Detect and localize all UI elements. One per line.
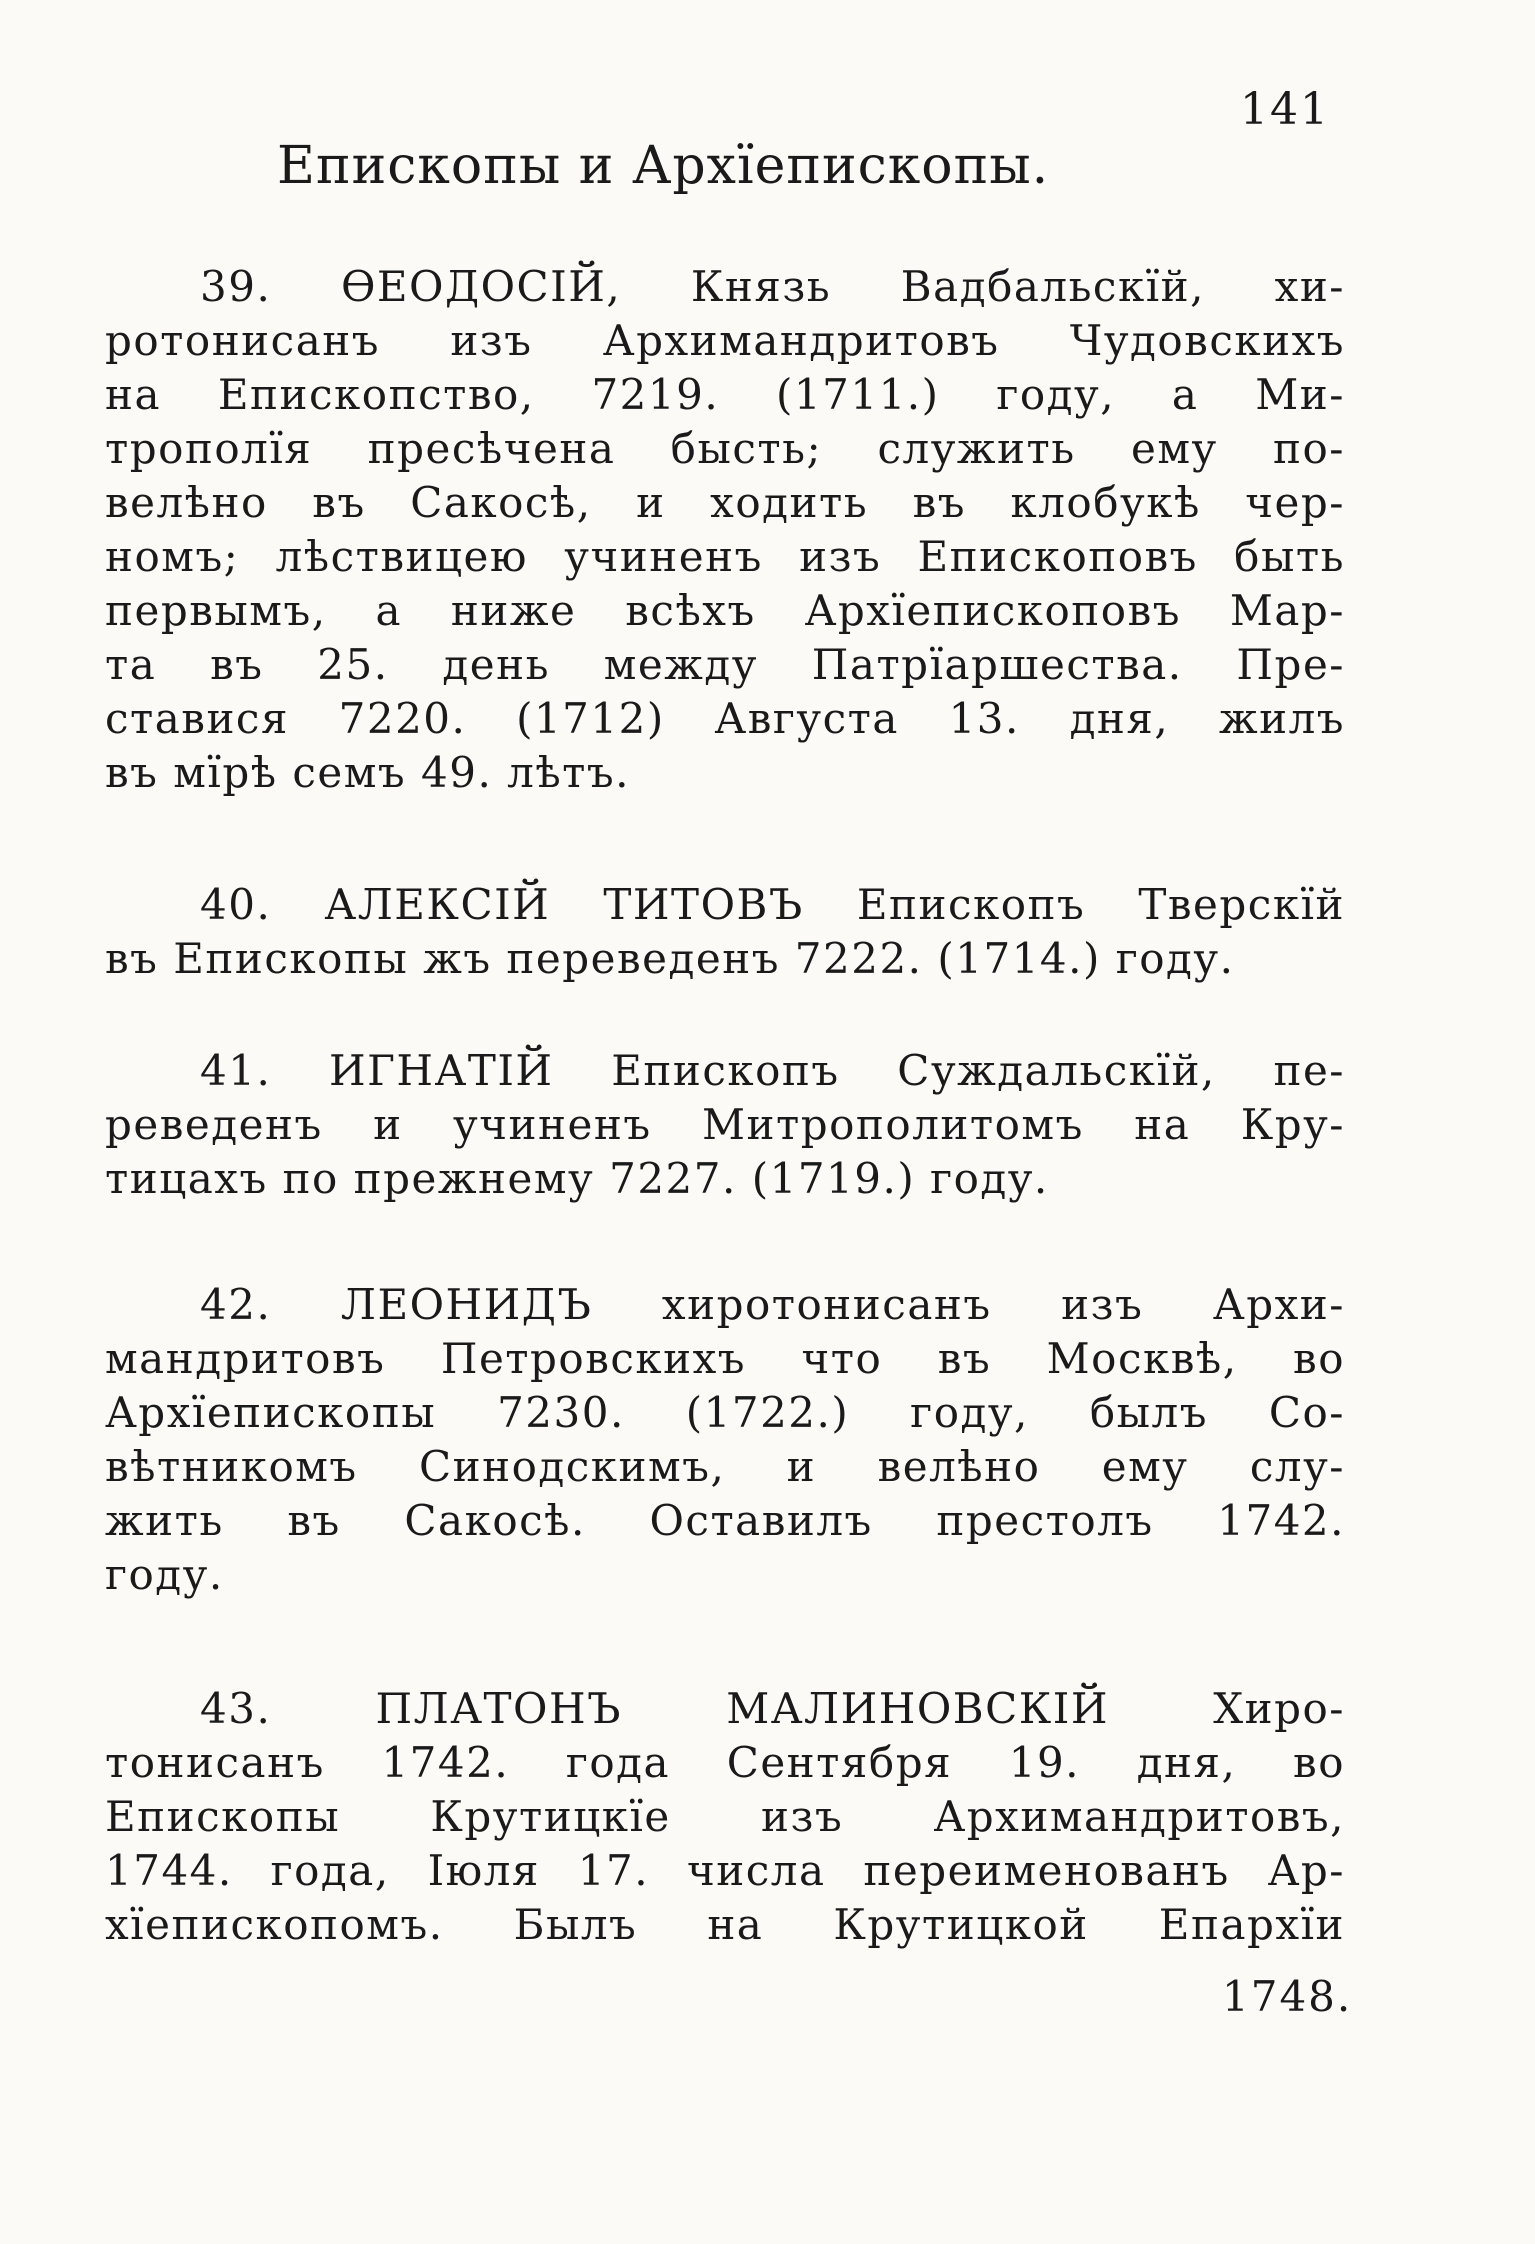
entry-line: вѣтникомъ Синодскимъ, и велѣно ему слу- <box>105 1442 1345 1491</box>
entry-line: въ Епископы жъ переведенъ 7222. (1714.) году. <box>105 934 1235 983</box>
entry-40 <box>105 878 1345 986</box>
entry-line: первымъ, а ниже всѣхъ Архїепископовъ Мар- <box>105 586 1345 635</box>
entry-line: 43. ПЛАТОНЪ МАЛИНОВСКІЙ Хиро- <box>200 1684 1345 1733</box>
entry-line: Архїепископы 7230. (1722.) году, былъ Со- <box>105 1388 1345 1437</box>
entry-39 <box>105 260 1345 800</box>
entry-42 <box>105 1278 1345 1602</box>
entry-line: 1744. года, Іюля 17. числа переименованъ Ар- <box>105 1846 1345 1895</box>
entry-line: Епископы Крутицкїе изъ Архимандритовъ, <box>105 1792 1345 1841</box>
entry-line: хїепископомъ. Былъ на Крутицкой Епархїи <box>105 1900 1345 1949</box>
entry-line: на Епископство, 7219. (1711.) году, а Ми- <box>105 370 1345 419</box>
entry-line: 40. АЛЕКСІЙ ТИТОВЪ Епископъ Тверскїй <box>200 880 1345 929</box>
page-number: 141 <box>1240 84 1330 135</box>
entry-line: мандритовъ Петровскихъ что въ Москвѣ, во <box>105 1334 1345 1383</box>
entry-line: номъ; лѣствицею учиненъ изъ Епископовъ быть <box>105 532 1345 581</box>
entry-line: ротонисанъ изъ Архимандритовъ Чудовскихъ <box>105 316 1345 365</box>
entry-41 <box>105 1044 1345 1206</box>
entry-line: велѣно въ Сакосѣ, и ходить въ клобукѣ чер- <box>105 478 1345 527</box>
entry-line: 41. ИГНАТІЙ Епископъ Суждальскїй, пе- <box>200 1046 1345 1095</box>
entry-line: трополїя пресѣчена бысть; служить ему по- <box>105 424 1345 473</box>
entry-line: та въ 25. день между Патрїаршества. Пре- <box>105 640 1345 689</box>
entry-line: тицахъ по прежнему 7227. (1719.) году. <box>105 1154 1049 1203</box>
entry-line: реведенъ и учиненъ Митрополитомъ на Кру- <box>105 1100 1345 1149</box>
entry-line: 42. ЛЕОНИДЪ хиротонисанъ изъ Архи- <box>200 1280 1345 1329</box>
entry-line: въ мїрѣ семъ 49. лѣтъ. <box>105 748 630 797</box>
entry-line: году. <box>105 1550 224 1599</box>
entry-43 <box>105 1682 1345 1952</box>
catchword: 1748. <box>1222 1972 1353 2021</box>
running-title: Епископы и Архїепископы. <box>277 136 1050 196</box>
entry-line: ставися 7220. (1712) Августа 13. дня, жилъ <box>105 694 1345 743</box>
entry-line: тонисанъ 1742. года Сентября 19. дня, во <box>105 1738 1345 1787</box>
entry-line: жить въ Сакосѣ. Оставилъ престолъ 1742. <box>105 1496 1345 1545</box>
entry-line: 39. ѲЕОДОСІЙ, Князь Вадбальскїй, хи- <box>200 262 1345 311</box>
